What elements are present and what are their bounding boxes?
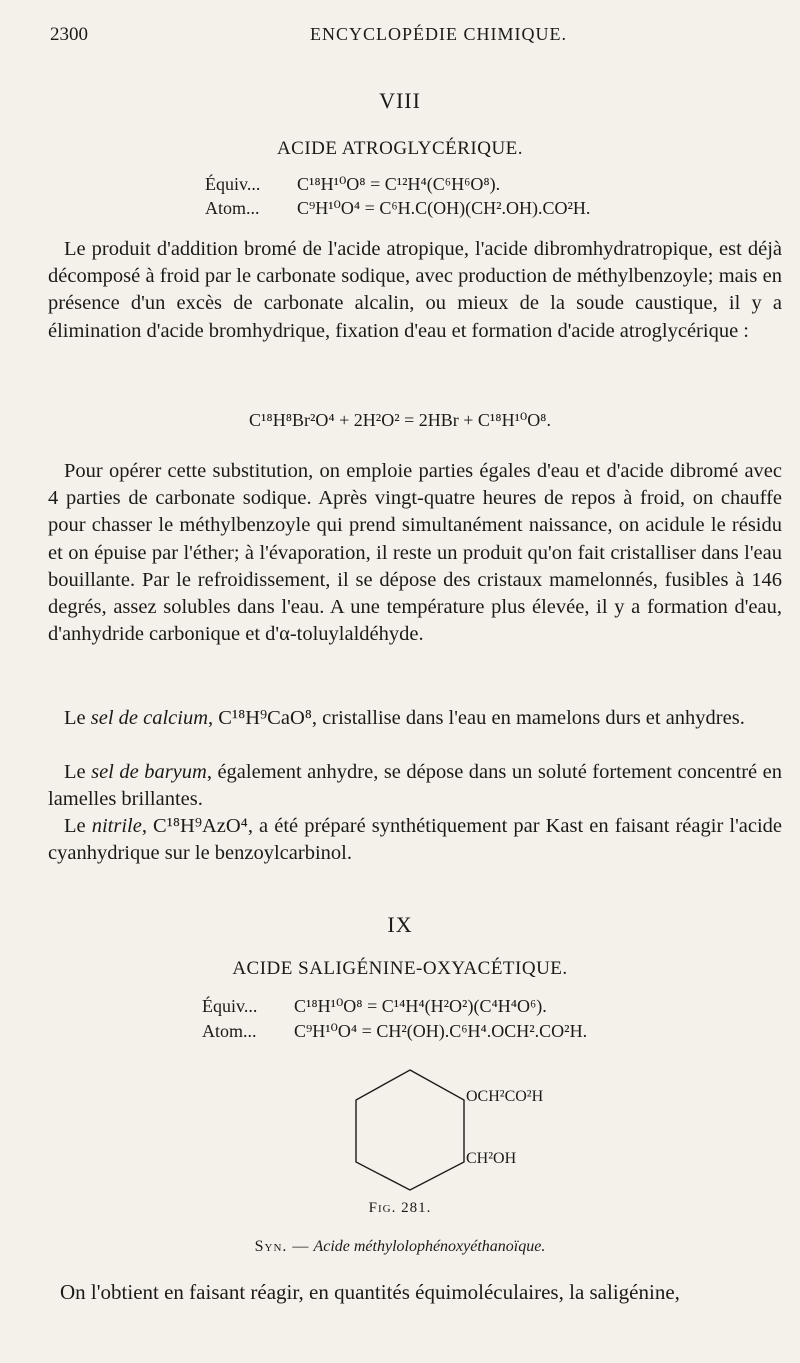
atom-label-ix: Atom...	[202, 1021, 257, 1041]
page-header	[50, 24, 770, 48]
synonym-text: Acide méthylolophénoxyéthanoïque.	[313, 1238, 546, 1255]
paragraph-preparation-start: On l'obtient en faisant réagir, en quantités équimoléculaires, la saligénine,	[60, 1280, 680, 1304]
equiv-label: Équiv...	[205, 174, 261, 194]
barium-prefix: Le	[64, 761, 92, 783]
equiv-label-ix: Équiv...	[202, 996, 258, 1016]
atom-formula-ix: C⁹H¹⁰O⁴ = CH²(OH).C⁶H⁴.OCH².CO²H.	[294, 1021, 588, 1041]
page-number: 2300	[50, 24, 88, 45]
equiv-formula: C¹⁸H¹⁰O⁸ = C¹²H⁴(C⁶H⁶O⁸).	[297, 174, 501, 194]
atom-formula: C⁹H¹⁰O⁴ = C⁶H.C(OH)(CH².OH).CO²H.	[297, 198, 591, 218]
equiv-formula-ix: C¹⁸H¹⁰O⁸ = C¹⁴H⁴(H²O²)(C⁴H⁴O⁶).	[294, 996, 547, 1016]
calcium-term: sel de calcium	[90, 707, 209, 729]
paragraph-procedure: Pour opérer cette substitution, on emploie parties égales d'eau et d'acide dibromé avec 4 parties de carbonate sodique. Après vingt-quatre heures de repos à froid, on chauffe pour chasser le méthylbenzoyle qui prend simultanément naissance, on acidule le résidu et on épuise par l'éther; à l'évaporation, il reste un produit qu'on fait cristalliser dans l'eau bouillante. Par le refroidissement, il se dépose des cristaux mamelonnés, fusibles à 146 degrés, assez solubles dans l'eau. A une température plus élevée, il y a formation d'eau, d'anhydride carbonique et d'α-toluylaldéhyde.	[48, 460, 782, 646]
nitrile-prefix: Le	[64, 815, 92, 837]
section-title-ix: ACIDE SALIGÉNINE-OXYACÉTIQUE.	[232, 958, 568, 979]
substituent-top: OCH²CO²H	[466, 1088, 544, 1105]
barium-term: sel de baryum	[91, 761, 207, 783]
paragraph-nitrile	[48, 813, 782, 867]
paragraph-calcium-salt	[48, 705, 782, 732]
nitrile-text: , C¹⁸H⁹AzO⁴, a été préparé synthétiquement par Kast en faisant réagir l'acide cyanhydrique sur le benzoylcarbinol.	[48, 815, 782, 865]
atom-label: Atom...	[205, 198, 260, 218]
section-number-viii: VIII	[379, 88, 421, 113]
benzene-ring-diagram	[340, 1062, 480, 1192]
synonym-label: Syn. —	[254, 1238, 310, 1255]
barium-text: , également anhydre, se dépose dans un soluté fortement concentré en lamelles brillantes.	[48, 761, 782, 811]
equiv-formula-line-ix	[202, 996, 547, 1017]
calcium-prefix: Le	[64, 707, 91, 729]
reaction-equation: C¹⁸H⁸Br²O⁴ + 2H²O² = 2HBr + C¹⁸H¹⁰O⁸.	[249, 410, 551, 430]
paragraph-barium-salt	[48, 759, 782, 813]
nitrile-term: nitrile	[91, 815, 142, 837]
figure-caption: Fig. 281.	[368, 1200, 432, 1216]
calcium-text: , C¹⁸H⁹CaO⁸, cristallise dans l'eau en mamelons durs et anhydres.	[208, 707, 745, 729]
paragraph-addition-product: Le produit d'addition bromé de l'acide atropique, l'acide dibromhydratropique, est déjà décomposé à froid par le carbonate sodique, avec production de méthylbenzoyle; mais en présence d'un excès de carbonate alcalin, ou mieux de la soude caustique, il y a élimination d'acide bromhydrique, fixation d'eau et formation d'acide atroglycérique :	[48, 238, 782, 342]
section-number-ix: IX	[387, 912, 413, 937]
running-title: ENCYCLOPÉDIE CHIMIQUE.	[310, 24, 567, 44]
equiv-formula-line	[205, 174, 500, 195]
substituent-bottom: CH²OH	[466, 1150, 517, 1167]
synonym-line	[0, 1238, 800, 1256]
section-title-viii: ACIDE ATROGLYCÉRIQUE.	[276, 138, 524, 159]
hexagon-shape	[356, 1070, 464, 1190]
atom-formula-line-ix	[202, 1021, 587, 1042]
atom-formula-line	[205, 198, 590, 219]
